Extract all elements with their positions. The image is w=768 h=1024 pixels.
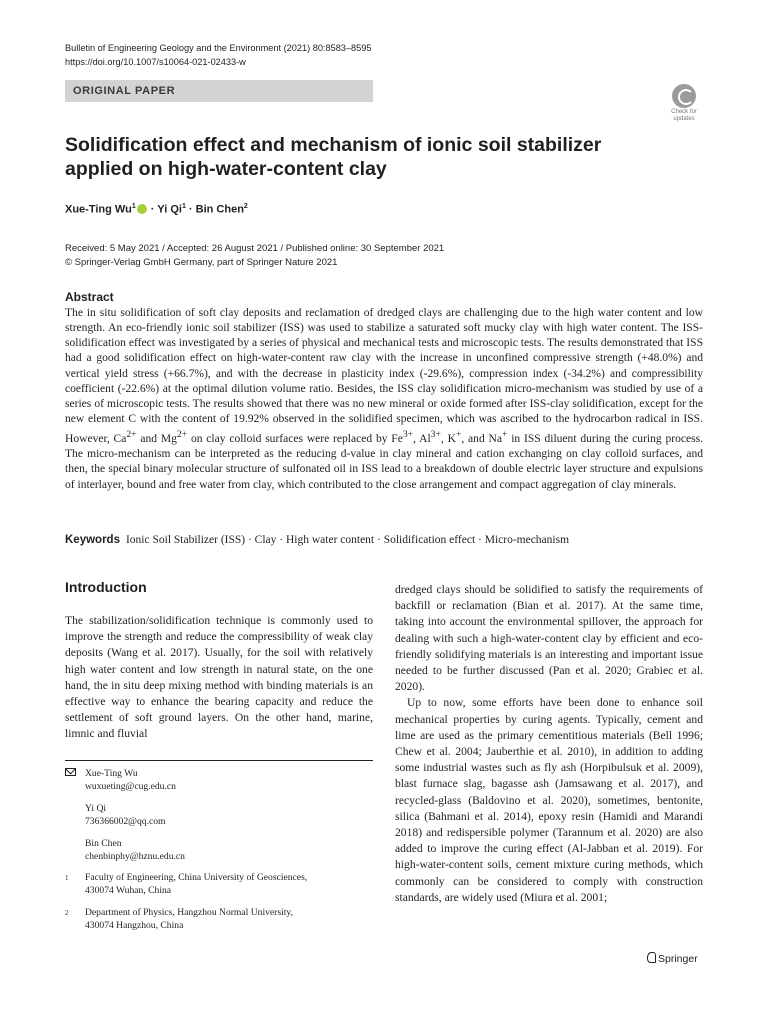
affiliation-row [65, 907, 373, 933]
keywords-line [65, 534, 569, 546]
introduction-right-paragraph: dredged clays should be solidified to satisfy the requirements of backfill or reclamation (Bian et al. 2017). At the same time, taking into account the environmental spillover, the approach for dealing with such a high-water-content clay by efficient and eco-friendly solidifying materials is an interesting and important issue needed to be further discussed (Pan et al. 2020; Grabiec et al. 2020). [395, 583, 703, 694]
contact-name: Bin Chen [85, 837, 122, 849]
contact-name: Yi Qi [85, 802, 107, 814]
journal-header [65, 42, 371, 69]
publisher-name: Springer [658, 953, 698, 965]
affiliation-line: Department of Physics, Hangzhou Normal University, [85, 907, 293, 919]
contact-row [65, 768, 373, 863]
paper-title: Solidification effect and mechanism of ionic soil stabilizer applied on high-water-content clay [65, 134, 602, 180]
author-affil-mark: 1 [131, 203, 136, 210]
author-affil-mark: 2 [243, 203, 248, 210]
abstract-heading: Abstract [65, 290, 114, 304]
dates-line: Received: 5 May 2021 / Accepted: 26 August 2021 / Published online: 30 September 2021 [65, 243, 445, 254]
affiliation-line: 430074 Wuhan, China [85, 885, 172, 897]
contact-email[interactable]: 736366002@qq.com [85, 815, 166, 827]
author-separator: · [185, 203, 196, 216]
introduction-left-paragraph: The stabilization/solidification technique is commonly used to improve the strength and reduce the compressibility of weak clay deposits (Wang et al. 2017). Usually, for the soil with relatively high water content and low strength in natural state, on the one hand, the in situ deep mixing method with binding materials is an effective way to enhance the bearing capacity and reduce the settlement of soft ground layers. On the other hand, marine, limnic and fluvial [65, 614, 373, 741]
abstract-text: The in situ solidification of soft clay deposits and reclamation of dredged clays are challenging due to the high water content and low strength. An eco-friendly ionic soil stabilizer (ISS) was used to stabilize a saturated soft mucky clay with high water content. The ISS-solidification effect was investigated by a series of physical and mechanical tests and microscopic tests. The results demonstrated that ISS had a good solidification effect on high-water-content raw clay with the increase in unconfined compressive strength (+48.0%) and vertical yield stress (+66.7%), and with the decrease in plasticity index (-29.6%), compression index (-34.2%) and compressibility coefficient (-22.6%) at the optimal dilution volume ratio. Besides, the ISS clay solidification micro-mechanism was studied by use of a series of microscopic tests. The results showed that there was no new mineral or oxide formed after ISS-clay solidification, except for the new element C with the content of 19.92% observed in the solidified specimen, which was ascribed to the hydrocarbon radical in ISS. However, $Ca^{2+}$ and $Mg^{2+}$ on clay colloid surfaces were replaced by $Fe^{3+}$, $Al^{3+}$, K+, and Na+ in ISS diluent during the curing process. The micro-mechanism can be interpreted as the reducing d-value in clay mineral and cation exchanging on clay colloid surfaces, and then, the special binary molecular structure of sulfonated oil in ISS lead to a breakdown of double electric layer structure and expulsions of interlayer, bound and free water from clay, which contributed to the close arrangement and compact aggregation of clay minerals. [65, 307, 703, 491]
contact-email[interactable]: wuxueting@cug.edu.cn [85, 780, 176, 792]
affiliation-mark: 1 [65, 874, 69, 883]
affiliation-mark: 2 [65, 909, 69, 918]
publication-dates [65, 242, 444, 269]
check-updates-line2: updates [673, 116, 695, 122]
check-updates-line1: Check for [671, 109, 697, 115]
introduction-right-paragraph: Up to now, some efforts have been done to enhance soil mechanical properties by curing agents. Typically, cement and lime are used as the primary cementitious materials (Bell 1996; Chew et al. 2004; Jauberthie et al. 2010), in addition to adding some industrial wastes such as fly ash (Horpibulsuk et al. 2009), blast furnace slag, bagasse ash (Jamsawang et al. 2017), and recycled-glass (Baldovino et al. 2020), sometimes, bentonite, silica (Bahmani et al. 2014), epoxy resin (Hamidi and Marandi 2018) and redispersible polymer (Tarannum et al. 2020) are also added to improve the curing effect (Al-Jabban et al. 2019). For high-water-content soils, cement mixture curing methods, which commonly can be considered to comply with construction standards, are widely used (Miura et al. 2001; [395, 696, 703, 904]
introduction-right-column [395, 582, 703, 906]
springer-horse-icon [647, 952, 656, 963]
keywords-label: Keywords [65, 534, 120, 546]
publisher-mark [647, 952, 698, 965]
check-updates-icon [672, 84, 696, 108]
keywords-text: Ionic Soil Stabilizer (ISS) · Clay · High water content · Solidification effect · Micro-mechanism [125, 534, 570, 546]
journal-name: Bulletin of Engineering Geology and the Environment (2021) 80:8583–8595 [65, 43, 372, 53]
copyright-line: © Springer-Verlag GmbH Germany, part of Springer Nature 2021 [65, 256, 338, 268]
author-separator: · [147, 203, 158, 216]
affiliation-line: Faculty of Engineering, China University of Geosciences, [85, 872, 308, 884]
article-type-banner: ORIGINAL PAPER [65, 80, 373, 102]
orcid-icon[interactable] [137, 204, 147, 214]
footnote-divider [65, 760, 373, 761]
author-name[interactable]: Yi Qi [157, 203, 182, 216]
author-affil-mark: 1 [181, 203, 186, 210]
author-name[interactable]: Bin Chen [195, 203, 244, 216]
affiliation-row [65, 872, 373, 898]
introduction-heading: Introduction [65, 579, 147, 595]
author-list [65, 203, 248, 216]
affiliation-line: 430074 Hangzhou, China [85, 920, 184, 932]
author-name[interactable]: Xue-Ting Wu [65, 203, 132, 216]
check-for-updates-badge[interactable] [665, 84, 703, 124]
mail-icon [65, 768, 76, 776]
contact-email[interactable]: chenbinphy@hznu.edu.cn [85, 850, 185, 862]
contact-name: Xue-Ting Wu [85, 768, 138, 779]
doi-link[interactable]: https://doi.org/10.1007/s10064-021-02433-w [65, 56, 246, 67]
footnotes [65, 768, 373, 933]
